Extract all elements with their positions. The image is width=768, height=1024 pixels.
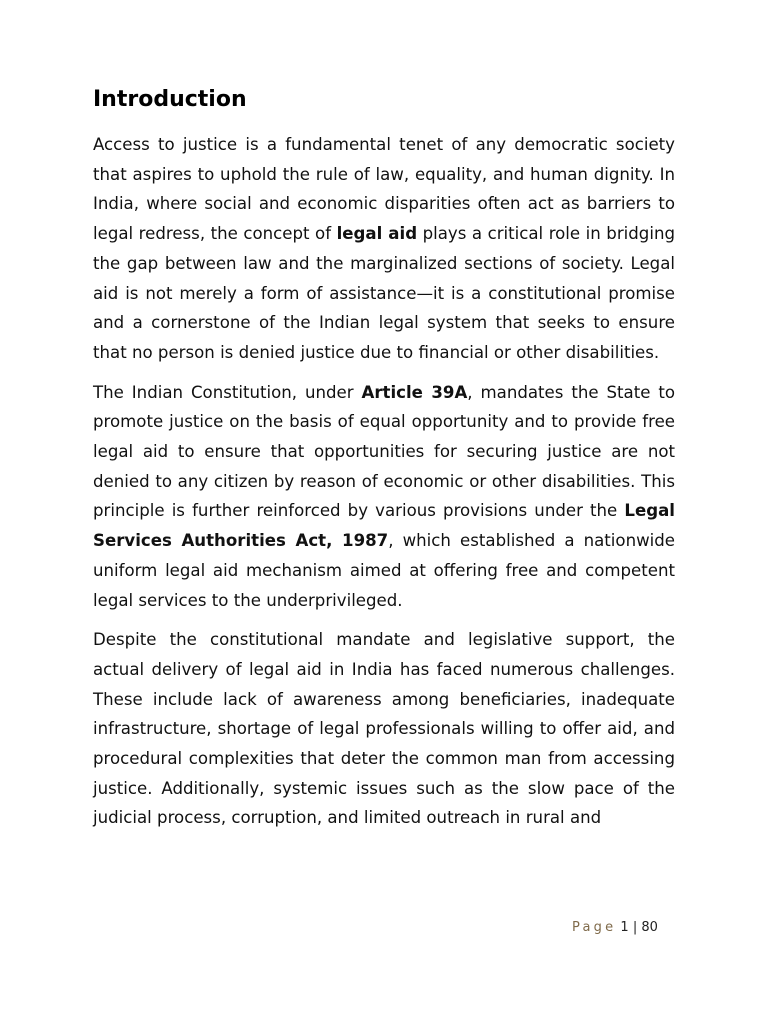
paragraph-2-bold-article: Article 39A <box>361 382 468 402</box>
page-label: Page <box>572 920 617 935</box>
section-heading: Introduction <box>93 87 247 112</box>
paragraph-1-bold-legal-aid: legal aid <box>336 224 418 244</box>
paragraph-2 <box>93 378 675 616</box>
page-current: 1 <box>620 920 629 935</box>
paragraph-3-text-a: Despite the constitutional mandate and legislative support, the actual delivery of legal aid in India has faced numerous challenges. These include lack of awareness among beneficiaries, inadequate infrastructure, shortage of legal professionals willing to offer aid, and procedural complexities that deter the common man from accessing justice. Additionally, systemic issues such as the slow pace of the judicial process, corruption, and limited outreach in rural and <box>93 630 675 828</box>
paragraph-1-text-a: Access to justice is a fundamental tenet of any democratic society that aspires to uphold the rule of law, equality, and human dignity. In India, where social and economic disparities often act as barriers to legal redress, the concept of <box>93 135 675 244</box>
paragraph-2-text-b: , mandates the State to promote justice on the basis of equal opportunity and to provide free legal aid to ensure that opportunities for securing justice are not denied to any citizen by reason of economic or other disabilities. This principle is further reinforced by various provisions under the <box>93 382 675 521</box>
paragraph-2-bold-act: Legal Services Authorities Act, 1987 <box>93 501 675 551</box>
page-total: 80 <box>641 920 658 935</box>
paragraph-1 <box>93 130 675 368</box>
paragraph-3 <box>93 625 675 833</box>
paragraph-2-text-a: The Indian Constitution, under <box>93 382 362 402</box>
page-number-footer <box>572 919 658 937</box>
document-page <box>93 84 675 843</box>
page-separator: | <box>632 920 638 935</box>
paragraph-2-text-c: , which established a nationwide uniform legal aid mechanism aimed at offering free and competent legal services to the underprivileged. <box>93 531 676 610</box>
paragraph-1-text-b: plays a critical role in bridging the gap between law and the marginalized sections of society. Legal aid is not merely a form of assistance—it is a constitutional promise and a cornerstone of the Indian legal system that seeks to ensure that no person is denied justice due to financial or other disabilities. <box>93 224 675 362</box>
